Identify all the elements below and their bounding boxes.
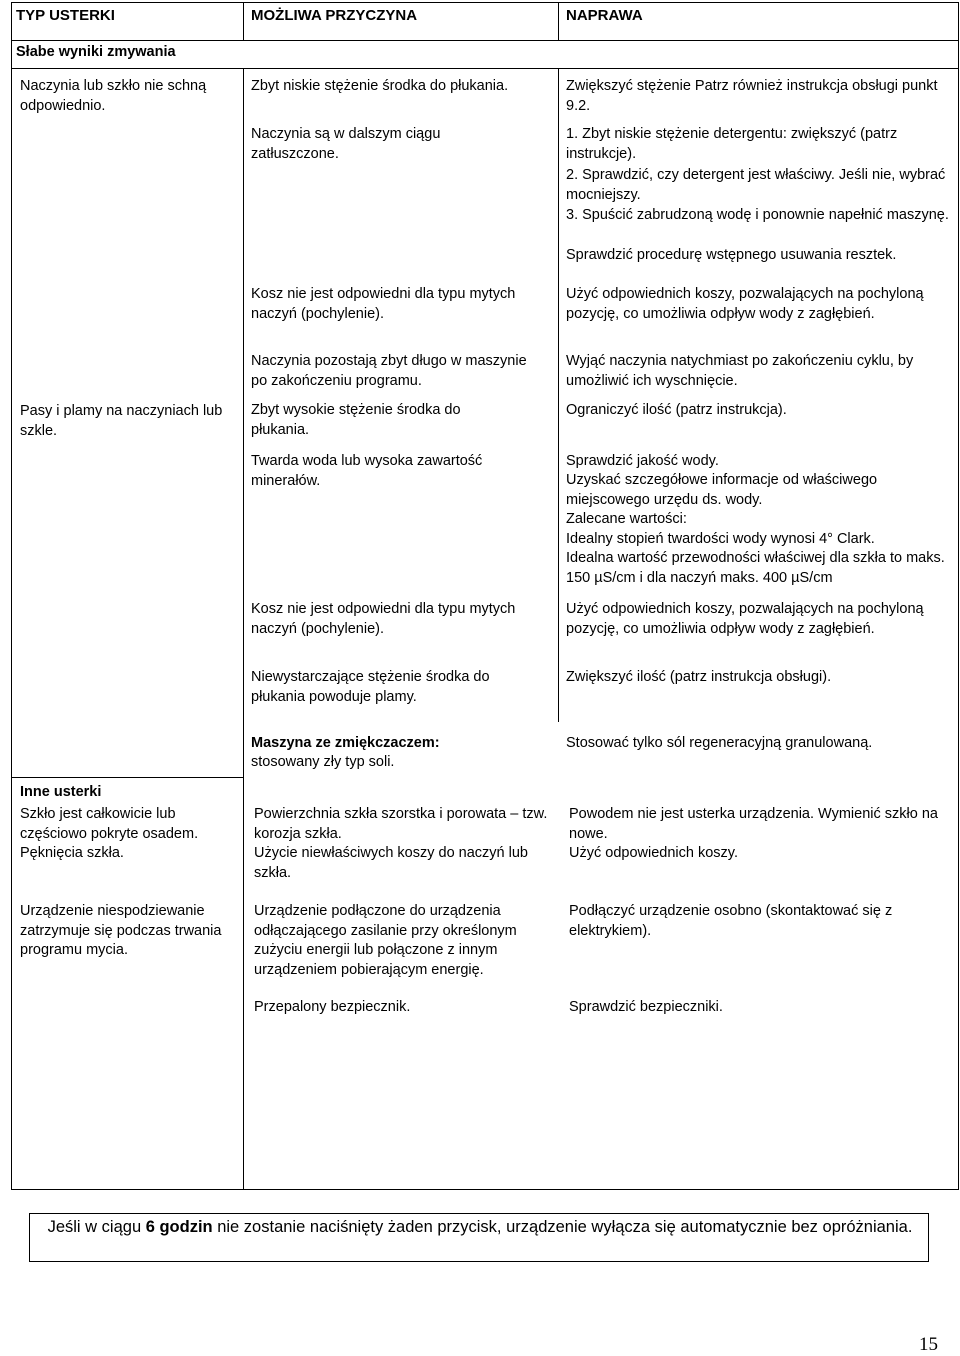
section1-divider — [11, 68, 959, 69]
header-col-type: TYP USTERKI — [16, 7, 115, 24]
fault-type-glass-deposit: Szkło jest całkowicie lub częściowo pokryte osadem. — [20, 806, 199, 842]
cause-wrong-basket: Kosz nie jest odpowiedni dla typu mytych naczyń (pochylenie). — [251, 286, 516, 322]
cause-high-rinse-aid: Zbyt wysokie stężenie środka do płukania. — [251, 402, 461, 438]
fix-check-water: Sprawdzić jakość wody. — [566, 453, 719, 469]
cause-wrong-basket-2: Kosz nie jest odpowiedni dla typu mytych naczyń (pochylenie). — [251, 601, 516, 637]
fix-use-proper-basket-2: Użyć odpowiednich koszy, pozwalających na pochyloną pozycję, co umożliwia odpływ wody z zagłębień. — [566, 601, 924, 637]
header-col-fix: NAPRAWA — [566, 7, 643, 24]
header-col-divider-1 — [243, 2, 244, 40]
fix-increase-amount: Zwiększyć ilość (patrz instrukcja obsługi). — [566, 669, 832, 685]
header-col-cause: MOŻLIWA PRZYCZYNA — [251, 7, 418, 24]
cause-dishes-left-too-long: Naczynia pozostają zbyt długo w maszynie po zakończeniu programu. — [251, 353, 527, 389]
fix-check-prewash: Sprawdzić procedurę wstępnego usuwania resztek. — [566, 247, 897, 263]
auto-off-note-hours: 6 godzin — [145, 1218, 213, 1236]
fix-conductivity-value: Idealna wartość przewodności właściwej dla szkła to maks. 150 µS/cm i dla naczyń maks. 400 µS/cm — [566, 550, 945, 586]
fault-type-unexpected-stop: Urządzenie niespodziewanie zatrzymuje się podczas trwania programu mycia. — [20, 903, 222, 958]
col-divider-1 — [243, 68, 244, 1190]
cause-improper-baskets: Użycie niewłaściwych koszy do naczyń lub szkła. — [254, 845, 528, 881]
fix-detergent-step-2: 2. Sprawdzić, czy detergent jest właściwy. Jeśli nie, wybrać mocniejszy. — [566, 167, 946, 203]
cause-greasy-dishes: Naczynia są w dalszym ciągu zatłuszczone. — [251, 126, 441, 162]
cause-insufficient-rinse-aid: Niewystarczające stężenie środka do płukania powoduje plamy. — [251, 669, 490, 705]
fix-reduce-amount: Ograniczyć ilość (patrz instrukcja). — [566, 402, 787, 418]
header-col-divider-2 — [558, 2, 559, 40]
cause-softener-label: Maszyna ze zmiękczaczem: — [251, 735, 440, 751]
cause-blown-fuse: Przepalony bezpiecznik. — [254, 999, 411, 1015]
section-title-other-faults: Inne usterki — [20, 784, 102, 800]
table-border-left — [11, 2, 12, 1190]
auto-off-note-pre: Jeśli w ciągu — [47, 1218, 146, 1236]
col-divider-2 — [558, 68, 559, 722]
cause-glass-corrosion: Powierzchnia szkła szorstka i porowata – tzw. korozja szkła. — [254, 806, 548, 842]
fix-recommended-values: Zalecane wartości: — [566, 511, 687, 527]
auto-off-note — [32, 1216, 928, 1239]
fault-type-not-dry: Naczynia lub szkło nie schną odpowiednio. — [20, 78, 207, 114]
table-border-right — [958, 2, 959, 1190]
fix-use-granulated-salt: Stosować tylko sól regeneracyjną granulowaną. — [566, 735, 873, 751]
table-border-bottom — [11, 1189, 959, 1190]
cause-wrong-salt: stosowany zły typ soli. — [251, 754, 395, 770]
page-number: 15 — [919, 1334, 938, 1355]
auto-off-note-post: nie zostanie naciśnięty żaden przycisk, urządzenie wyłącza się automatycznie bez opróżniania. — [212, 1218, 913, 1236]
fix-detergent-step-3: 3. Spuścić zabrudzoną wodę i ponownie napełnić maszynę. — [566, 207, 949, 223]
fix-replace-glass: Powodem nie jest usterka urządzenia. Wymienić szkło na nowe. — [569, 806, 938, 842]
table-border-top — [11, 2, 959, 3]
fix-increase-concentration: Zwiększyć stężenie Patrz również instrukcja obsługi punkt 9.2. — [566, 78, 938, 114]
fix-use-proper-basket: Użyć odpowiednich koszy, pozwalających na pochyloną pozycję, co umożliwia odpływ wody z zagłębień. — [566, 286, 924, 322]
fix-hardness-value: Idealny stopień twardości wody wynosi 4° Clark. — [566, 531, 875, 547]
header-divider — [11, 40, 959, 41]
col1-row-divider — [11, 777, 243, 778]
fix-water-authority: Uzyskać szczegółowe informacje od właściwego miejscowego urzędu ds. wody. — [566, 472, 878, 508]
section-title-poor-results: Słabe wyniki zmywania — [16, 44, 176, 60]
fix-connect-separately: Podłączyć urządzenie osobno (skontaktować się z elektrykiem). — [569, 903, 893, 939]
cause-low-rinse-aid: Zbyt niskie stężenie środka do płukania. — [251, 78, 509, 94]
fix-use-proper-baskets: Użyć odpowiednich koszy. — [569, 845, 738, 861]
fault-type-glass-cracks: Pęknięcia szkła. — [20, 845, 124, 861]
fix-detergent-step-1: 1. Zbyt niskie stężenie detergentu: zwiększyć (patrz instrukcje). — [566, 126, 898, 162]
fix-remove-dishes: Wyjąć naczynia natychmiast po zakończeniu cyklu, by umożliwić ich wyschnięcie. — [566, 353, 914, 389]
fault-type-streaks: Pasy i plamy na naczyniach lub szkle. — [20, 403, 223, 439]
cause-hard-water: Twarda woda lub wysoka zawartość minerałów. — [251, 453, 483, 489]
fix-check-fuses: Sprawdzić bezpieczniki. — [569, 999, 723, 1015]
cause-power-cutoff-device: Urządzenie podłączone do urządzenia odłączającego zasilanie przy określonym zużyciu energii lub połączone z innym urządzeniem pobierającym energię. — [254, 903, 517, 978]
